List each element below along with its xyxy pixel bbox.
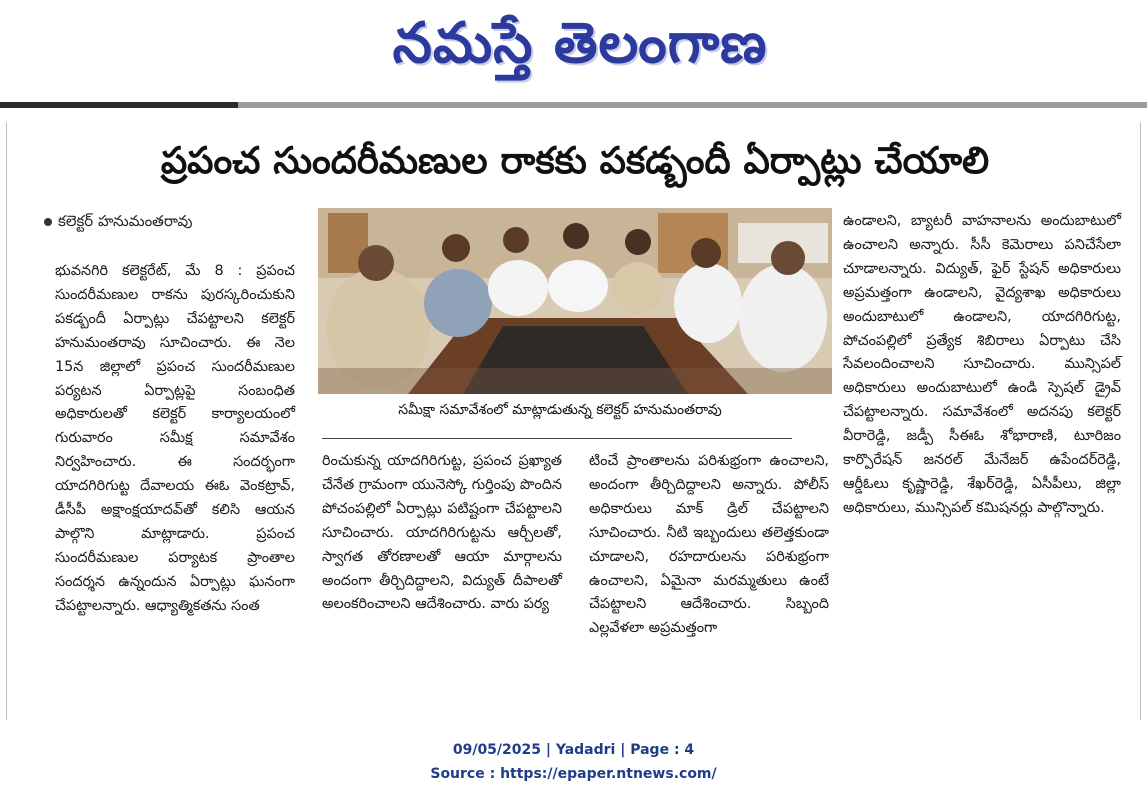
article-column-2 (322, 450, 562, 617)
byline-text: కలెక్టర్ హనుమంతరావు (58, 212, 193, 230)
column-1-text: భువనగిరి కలెక్టరేట్, మే 8 : ప్రపంచ సుందరీమణుల రాకను పురస్కరించుకుని పకడ్బందీ ఏర్పాట్లు చేపట్టాలని కలెక్టర్ హనుమంతరావు సూచించారు. ఈ నెల 15న జిల్లాలో ప్రపంచ సుందరీమణుల పర్యటన ఏర్పాట్లపై సంబంధిత అధికారులతో కలెక్టర్ కార్యాలయంలో గురువారం సమీక్ష సమావేశం నిర్వహించారు. ఈ సందర్భంగా యాదగిరిగుట్ట దేవాలయ ఈఓ వెంకట్రావ్, డీసీపీ అక్షాంక్షయాదవ్‌తో కలిసి ఆయన పాల్గొని మాట్లాడారు. ప్రపంచ సుందరీమణుల పర్యాటక ప్రాంతాల సందర్శన ఉన్నందున ఏర్పాట్లు ఘనంగా చేపట్టాలన్నారు. ఆధ్యాత్మికతను సంత (55, 263, 295, 614)
masthead (0, 0, 1147, 96)
article-byline (44, 212, 192, 234)
article-column-3 (589, 450, 829, 641)
article-column-1 (55, 260, 295, 619)
masthead-rule-accent (0, 102, 238, 108)
bullet-icon (44, 218, 52, 226)
page-footer (0, 738, 1147, 786)
article-column-4 (843, 210, 1121, 521)
footer-edition-line: 09/05/2025 | Yadadri | Page : 4 (452, 742, 695, 758)
meeting-photo-image (318, 208, 832, 394)
frame-left-border (6, 122, 7, 720)
column-4-text: ఉండాలని, బ్యాటరీ వాహనాలను అందుబాటులో ఉంచాలని అన్నారు. సీసీ కెమెరాలు పనిచేసేలా చూడాలన్నారు. విద్యుత్, ఫైర్ స్టేషన్ అధికారులు అప్రమత్తంగా ఉండాలని, వైద్యశాఖ అధికారులు అందుబాటులో ఉండాలని, యాదగిరిగుట్ట, పోచంపల్లిలో ప్రత్యేక శిబిరాలు ఏర్పాటు చేసి సేవలందించాలని సూచించారు. మున్సిపల్ అధికారులు అందుబాటులో ఉండి స్పెషల్ డ్రైవ్ చేపట్టాలన్నారు. సమావేశంలో అదనపు కలెక్టర్ వీరారెడ్డి, జడ్పీ సీఈఓ శోభారాణి, టూరిజం కార్పొరేషన్ జనరల్ మేనేజర్ ఉపేందర్‌రెడ్డి, ఆర్డీఓలు కృష్ణారెడ్డి, శేఖర్‌రెడ్డి, ఏసీపీలు, జిల్లా అధికారులు, మున్సిపల్ కమిషనర్లు పాల్గొన్నారు. (843, 213, 1121, 516)
masthead-title: నమస్తే తెలంగాణ (392, 11, 768, 76)
caption-divider (322, 438, 792, 439)
column-2-text: రించుకున్న యాదగిరిగుట్ట, ప్రపంచ ప్రఖ్యాత చేనేత గ్రామంగా యునెస్కో గుర్తింపు పొందిన పోచంపల్లిలో ఏర్పాట్లు పటిష్టంగా చేపట్టాలని సూచించారు. యాదగిరిగుట్టను ఆర్చీలతో, స్వాగత తోరణాలతో ఆయా మార్గాలను అందంగా తీర్చిదిద్దాలని, విద్యుత్ దీపాలతో అలంకరించాలని ఆదేశించారు. వారు పర్య (322, 453, 562, 613)
frame-right-border (1140, 122, 1141, 720)
article-headline: ప్రపంచ సుందరీమణుల రాకకు పకడ్బందీ ఏర్పాట్లు చేయాలి (160, 139, 990, 182)
article-photo (318, 208, 832, 394)
footer-source-line[interactable]: Source : https://epaper.ntnews.com/ (430, 766, 717, 782)
photo-caption: సమీక్షా సమావేశంలో మాట్లాడుతున్న కలెక్టర్ హనుమంతరావు (398, 402, 722, 418)
column-3-text: టించే ప్రాంతాలను పరిశుభ్రంగా ఉంచాలని, అందంగా తీర్చిదిద్దాలని అన్నారు. పోలీస్ అధికారులు మాక్ డ్రిల్ చేపట్టాలని సూచించారు. నీటి ఇబ్బందులు తలెత్తకుండా చూడాలని, రహదారులను పరిశుభ్రంగా ఉంచాలని, ఏమైనా మరమ్మతులు ఉంటే చేపట్టాలని ఆదేశించారు. సిబ్బంది ఎల్లవేళలా అప్రమత్తంగా (589, 453, 829, 637)
